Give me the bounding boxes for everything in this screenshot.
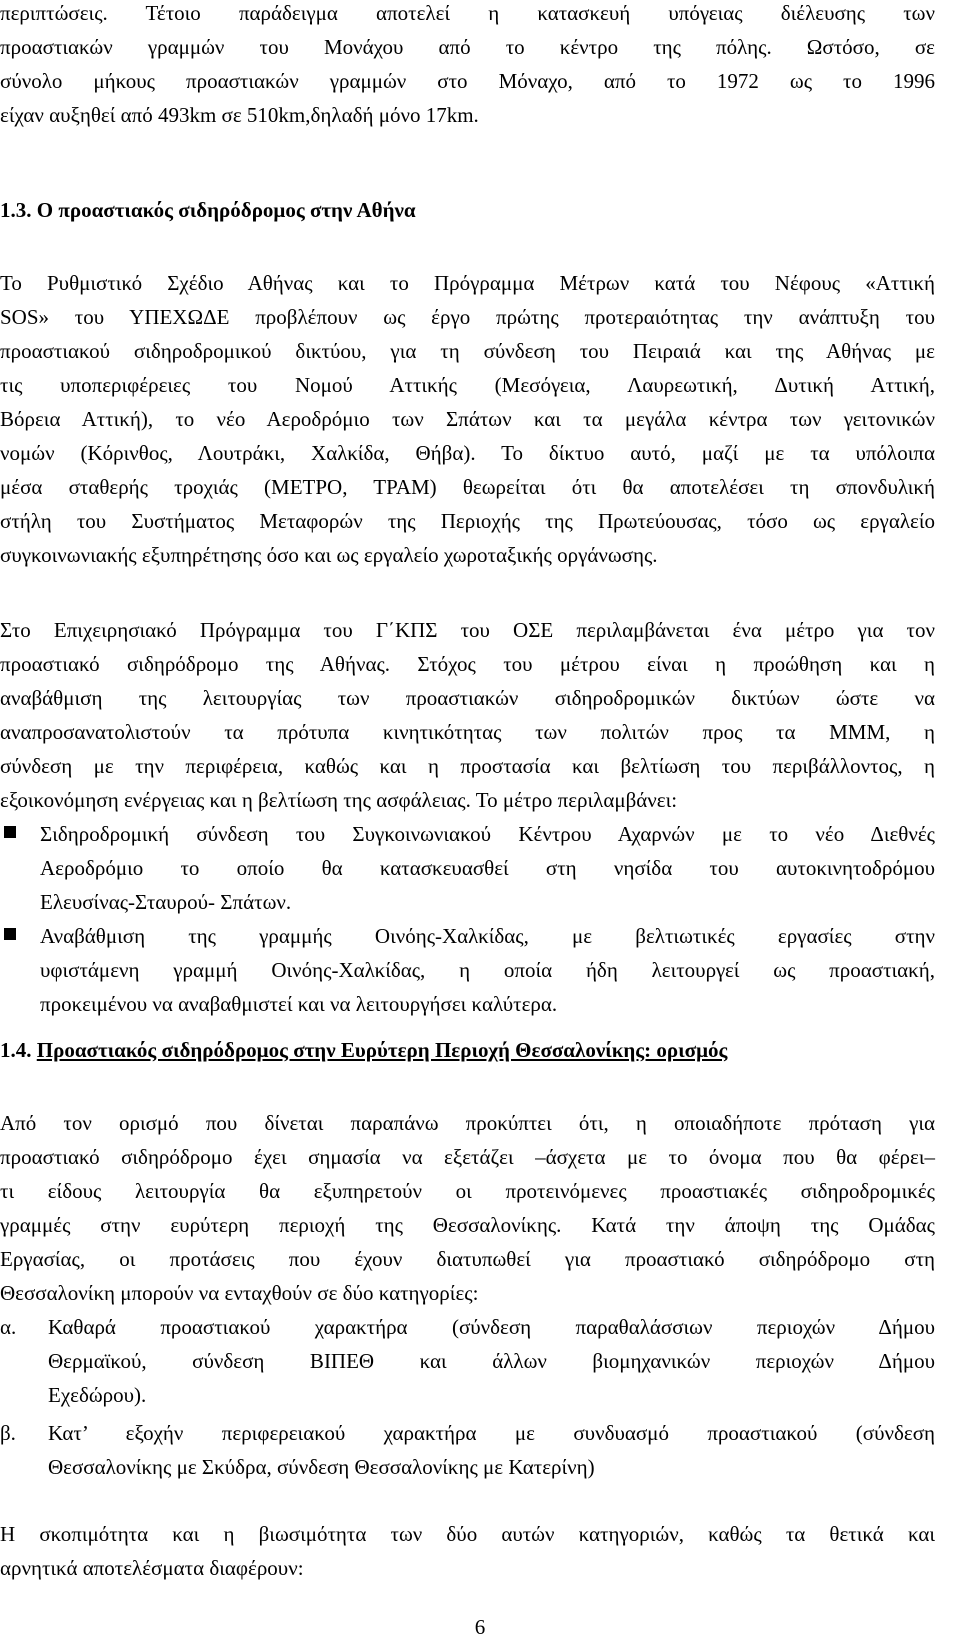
page-number: 6: [474, 1615, 486, 1639]
text-line: Κατ’ εξοχήν περιφερειακού χαρακτήρα με συνδυασμό προαστιακού (σύνδεση: [48, 1421, 935, 1445]
text-line: Αεροδρόμιο το οποίο θα κατασκευασθεί στη νησίδα του αυτοκινητοδρόμου: [40, 856, 935, 880]
text-line: μέσα σταθερής τροχιάς (ΜΕΤΡΟ, ΤΡΑΜ) θεωρείται ότι θα αποτελέσει τη σπονδυλική: [0, 475, 935, 499]
section-heading-1-3: 1.3. Ο προαστιακός σιδηρόδρομος στην Αθήνα: [0, 198, 416, 222]
text-line: γραμμές στην ευρύτερη περιοχή της Θεσσαλονίκης. Κατά την άποψη της Ομάδας: [0, 1213, 935, 1237]
text-line: αναπροσανατολιστούν τα πρότυπα κινητικότητας των πολιτών προς τα ΜΜΜ, η: [0, 720, 935, 744]
text-line: τι είδους λειτουργία θα εξυπηρετούν οι προτεινόμενες προαστιακές σιδηροδρομικές: [0, 1179, 935, 1203]
text-line: προαστιακό σιδηρόδρομο της Αθήνας. Στόχος του μέτρου είναι η προώθηση και η: [0, 652, 935, 676]
text-line: αρνητικά αποτελέσματα διαφέρουν:: [0, 1556, 304, 1580]
heading-number: 1.4.: [0, 1038, 32, 1062]
text-line: είχαν αυξηθεί από 493km σε 510km,δηλαδή μόνο 17km.: [0, 103, 479, 127]
section-heading-1-4: [0, 1033, 727, 1067]
text-line: Θεσσαλονίκη μπορούν να ενταχθούν σε δύο κατηγορίες:: [0, 1281, 479, 1305]
text-line: SOS» του ΥΠΕΧΩΔΕ προβλέπουν ως έργο πρώτης προτεραιότητας την ανάπτυξη του: [0, 305, 935, 329]
list-marker: α.: [0, 1315, 17, 1339]
text-line: συγκοινωνιακής εξυπηρέτησης όσο και ως εργαλείο χωροταξικής οργάνωσης.: [0, 543, 658, 567]
text-line: Θεσσαλονίκης με Σκύδρα, σύνδεση Θεσσαλονίκης με Κατερίνη): [48, 1455, 595, 1479]
text-line: Καθαρά προαστιακού χαρακτήρα (σύνδεση παραθαλάσσιων περιοχών Δήμου: [48, 1315, 935, 1339]
text-line: προαστιακών γραμμών του Μονάχου από το κέντρο της πόλης. Ωστόσο, σε: [0, 35, 935, 59]
text-line: προαστιακό σιδηρόδρομο έχει σημασία να εξετάζει –άσχετα με το όνομα που θα φέρει–: [0, 1145, 935, 1169]
square-bullet-icon: [4, 826, 16, 838]
text-line: Αναβάθμιση της γραμμής Οινόης-Χαλκίδας, με βελτιωτικές εργασίες στην: [40, 924, 935, 948]
heading-text: Προαστιακός σιδηρόδρομος στην Ευρύτερη Περιοχή Θεσσαλονίκης: ορισμός: [36, 1038, 728, 1062]
text-line: περιπτώσεις. Τέτοιο παράδειγμα αποτελεί η κατασκευή υπόγειας διέλευσης των: [0, 1, 935, 25]
text-line: Εργασίας, οι προτάσεις που έχουν διατυπωθεί για προαστιακό σιδηρόδρομο στη: [0, 1247, 935, 1271]
text-line: Εχεδώρου).: [48, 1383, 147, 1407]
text-line: Ελευσίνας-Σταυρού- Σπάτων.: [40, 890, 292, 914]
text-line: προκειμένου να αναβαθμιστεί και να λειτουργήσει καλύτερα.: [40, 992, 558, 1016]
text-line: στήλη του Συστήματος Μεταφορών της Περιοχής της Πρωτεύουσας, τόσο ως εργαλείο: [0, 509, 935, 533]
text-line: νομών (Κόρινθος, Λουτράκι, Χαλκίδα, Θήβα). Το δίκτυο αυτό, μαζί με τα υπόλοιπα: [0, 441, 935, 465]
text-line: Σιδηροδρομική σύνδεση του Συγκοινωνιακού Κέντρου Αχαρνών με το νέο Διεθνές: [40, 822, 935, 846]
text-line: Από τον ορισμό που δίνεται παραπάνω προκύπτει ότι, η οποιαδήποτε πρόταση για: [0, 1111, 935, 1135]
text-line: Θερμαϊκού, σύνδεση ΒΙΠΕΘ και άλλων βιομηχανικών περιοχών Δήμου: [48, 1349, 935, 1373]
text-line: Το Ρυθμιστικό Σχέδιο Αθήνας και το Πρόγραμμα Μέτρων κατά του Νέφους «Αττική: [0, 271, 935, 295]
text-line: υφιστάμενη γραμμή Οινόης-Χαλκίδας, η οποία ήδη λειτουργεί ως προαστιακή,: [40, 958, 935, 982]
text-line: Η σκοπιμότητα και η βιωσιμότητα των δύο αυτών κατηγοριών, καθώς τα θετικά και: [0, 1522, 935, 1546]
text-line: Στο Επιχειρησιακό Πρόγραμμα του Γ΄ΚΠΣ του ΟΣΕ περιλαμβάνεται ένα μέτρο για τον: [0, 618, 935, 642]
list-marker: β.: [0, 1421, 16, 1445]
text-line: Βόρεια Αττική), το νέο Αεροδρόμιο των Σπάτων και τα μεγάλα κέντρα των γειτονικών: [0, 407, 935, 431]
text-line: τις υποπεριφέρειες του Νομού Αττικής (Μεσόγεια, Λαυρεωτική, Δυτική Αττική,: [0, 373, 935, 397]
text-line: αναβάθμιση της λειτουργίας των προαστιακών σιδηροδρομικών δικτύων ώστε να: [0, 686, 935, 710]
text-line: σύνδεση με την περιφέρεια, καθώς και η προστασία και βελτίωση του περιβάλλοντος, η: [0, 754, 935, 778]
text-line: εξοικονόμηση ενέργειας και η βελτίωση της ασφάλειας. Το μέτρο περιλαμβάνει:: [0, 788, 678, 812]
text-line: σύνολο μήκους προαστιακών γραμμών στο Μόναχο, από το 1972 ως το 1996: [0, 69, 935, 93]
square-bullet-icon: [4, 928, 16, 940]
text-line: προαστιακού σιδηροδρομικού δικτύου, για τη σύνδεση του Πειραιά και της Αθήνας με: [0, 339, 935, 363]
